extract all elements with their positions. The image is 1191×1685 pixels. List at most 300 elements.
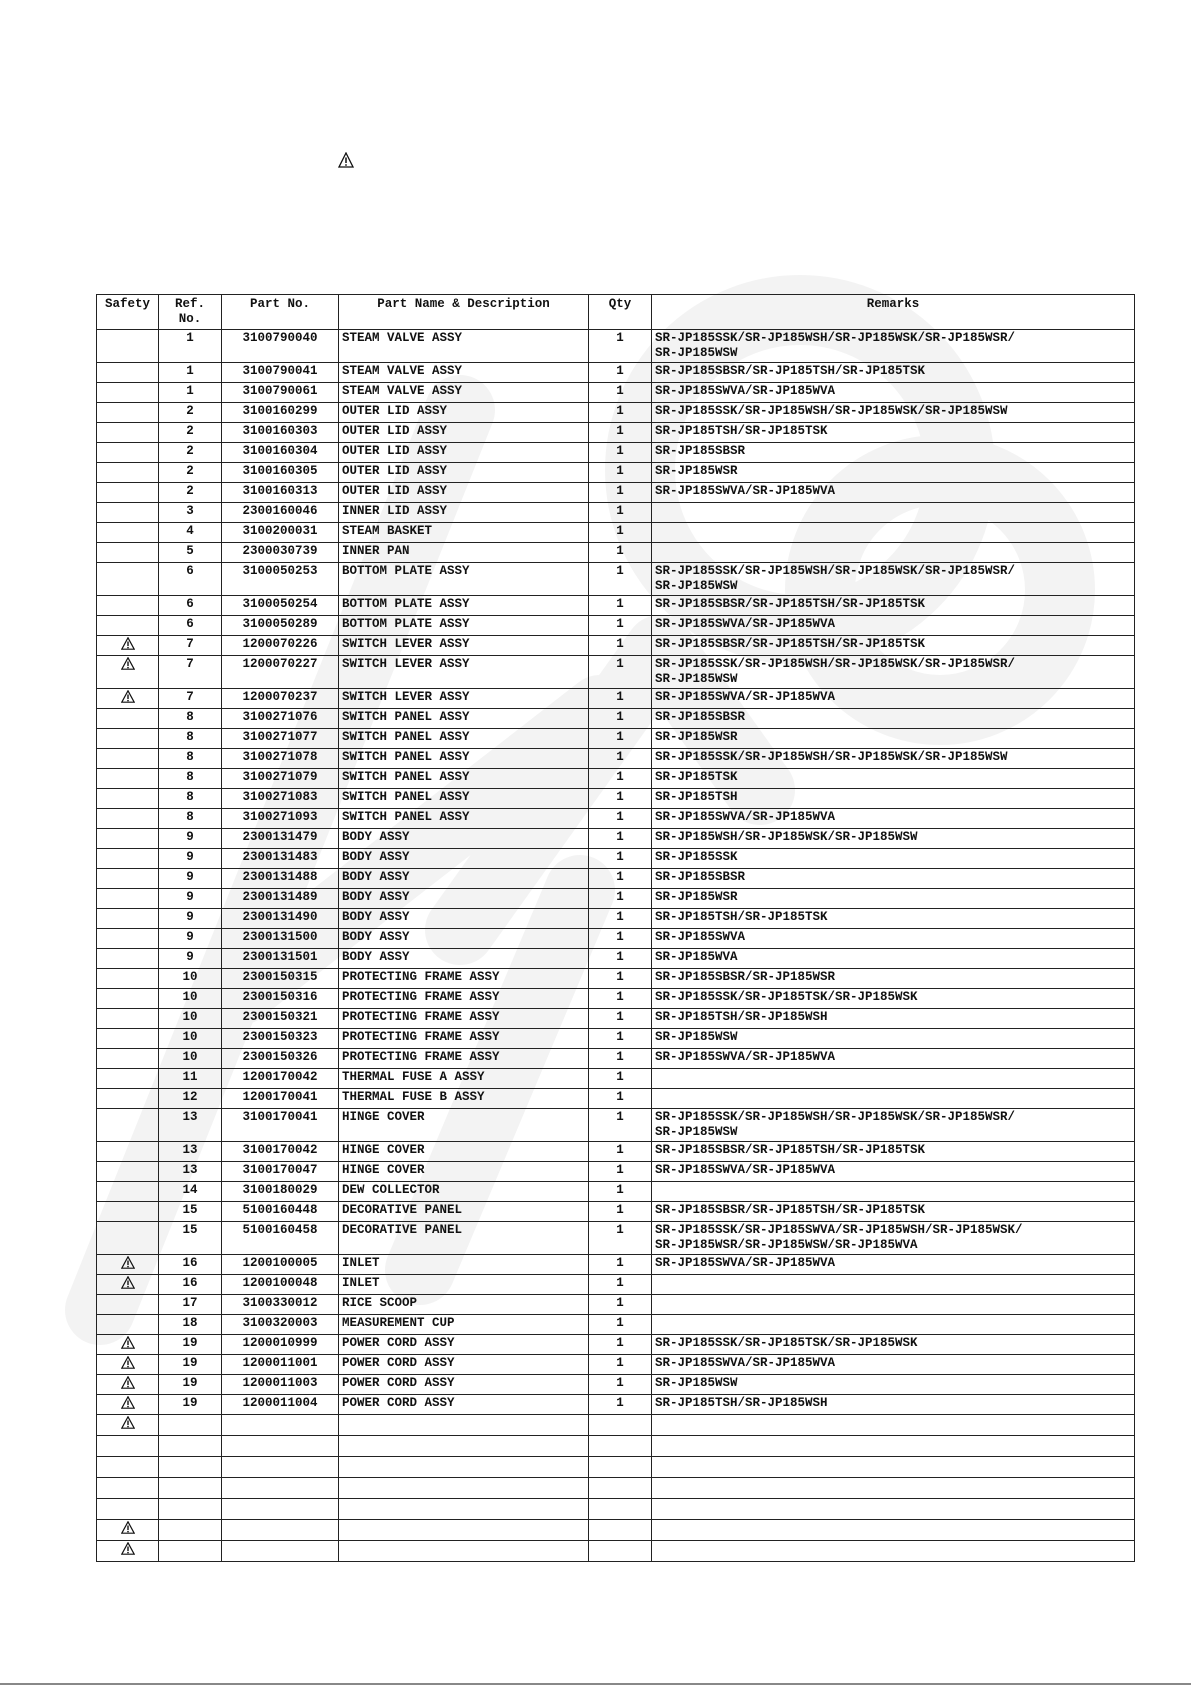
remarks-cell: SR-JP185SSK: [652, 849, 1135, 869]
qty-cell: 1: [589, 1275, 652, 1295]
table-row: [97, 363, 1135, 383]
table-row: [97, 616, 1135, 636]
ref-no-cell: 8: [159, 789, 222, 809]
qty-cell: 1: [589, 1335, 652, 1355]
table-row: [97, 729, 1135, 749]
table-row: [97, 1255, 1135, 1275]
part-name-cell: PROTECTING FRAME ASSY: [339, 1029, 589, 1049]
safety-cell: [97, 949, 159, 969]
remarks-cell: [652, 503, 1135, 523]
remarks-cell: SR-JP185SBSR: [652, 869, 1135, 889]
part-no-cell: 3100180029: [222, 1182, 339, 1202]
safety-cell: [97, 636, 159, 656]
table-row: [97, 383, 1135, 403]
remarks-cell: SR-JP185TSH/SR-JP185WSH: [652, 1395, 1135, 1415]
remarks-cell: SR-JP185TSH/SR-JP185WSH: [652, 1009, 1135, 1029]
part-name-cell: BOTTOM PLATE ASSY: [339, 596, 589, 616]
header-part-name: Part Name & Description: [339, 295, 589, 330]
ref-no-cell: 10: [159, 969, 222, 989]
warning-triangle-icon: [121, 1256, 135, 1269]
table-row: [97, 1069, 1135, 1089]
remarks-cell: [652, 1478, 1135, 1499]
part-name-cell: STEAM VALVE ASSY: [339, 363, 589, 383]
part-name-cell: [339, 1436, 589, 1457]
table-row: [97, 1222, 1135, 1255]
remarks-cell: SR-JP185SWVA/SR-JP185WVA: [652, 1049, 1135, 1069]
part-no-cell: 3100160305: [222, 463, 339, 483]
ref-no-cell: 2: [159, 483, 222, 503]
part-name-cell: SWITCH PANEL ASSY: [339, 729, 589, 749]
table-row: [97, 330, 1135, 363]
remarks-cell: SR-JP185SSK/SR-JP185WSH/SR-JP185WSK/SR-JP185WSW: [652, 403, 1135, 423]
part-no-cell: 2300150316: [222, 989, 339, 1009]
table-row: [97, 849, 1135, 869]
table-row: [97, 1478, 1135, 1499]
ref-no-cell: 2: [159, 403, 222, 423]
qty-cell: 1: [589, 809, 652, 829]
ref-no-cell: 2: [159, 463, 222, 483]
header-part-no: Part No.: [222, 295, 339, 330]
table-row: [97, 1520, 1135, 1541]
table-row: [97, 1375, 1135, 1395]
safety-cell: [97, 483, 159, 503]
part-name-cell: HINGE COVER: [339, 1142, 589, 1162]
table-row: [97, 809, 1135, 829]
part-no-cell: 2300160046: [222, 503, 339, 523]
safety-cell: [97, 729, 159, 749]
ref-no-cell: [159, 1499, 222, 1520]
remarks-cell: SR-JP185SWVA/SR-JP185WVA: [652, 616, 1135, 636]
warning-triangle-icon: [338, 152, 354, 168]
safety-cell: [97, 909, 159, 929]
part-no-cell: [222, 1415, 339, 1436]
parts-table-header: [97, 295, 1135, 330]
ref-no-cell: 9: [159, 889, 222, 909]
remarks-cell: [652, 523, 1135, 543]
table-row: [97, 829, 1135, 849]
part-no-cell: 3100160313: [222, 483, 339, 503]
qty-cell: 1: [589, 363, 652, 383]
part-no-cell: 3100271079: [222, 769, 339, 789]
ref-no-cell: 1: [159, 363, 222, 383]
table-row: [97, 1109, 1135, 1142]
ref-no-cell: 18: [159, 1315, 222, 1335]
qty-cell: 1: [589, 1395, 652, 1415]
qty-cell: 1: [589, 889, 652, 909]
part-name-cell: OUTER LID ASSY: [339, 483, 589, 503]
header-remarks: Remarks: [652, 295, 1135, 330]
part-name-cell: [339, 1520, 589, 1541]
part-name-cell: BODY ASSY: [339, 909, 589, 929]
ref-no-cell: 17: [159, 1295, 222, 1315]
part-no-cell: 3100271093: [222, 809, 339, 829]
remarks-cell: [652, 1182, 1135, 1202]
safety-cell: [97, 523, 159, 543]
ref-no-cell: 6: [159, 563, 222, 596]
part-name-cell: THERMAL FUSE A ASSY: [339, 1069, 589, 1089]
part-no-cell: 5100160448: [222, 1202, 339, 1222]
part-no-cell: 1200011003: [222, 1375, 339, 1395]
table-row: [97, 503, 1135, 523]
qty-cell: 1: [589, 1222, 652, 1255]
part-no-cell: 2300131501: [222, 949, 339, 969]
remarks-cell: SR-JP185SBSR/SR-JP185TSH/SR-JP185TSK: [652, 363, 1135, 383]
part-no-cell: 2300150321: [222, 1009, 339, 1029]
remarks-cell: SR-JP185WSH/SR-JP185WSK/SR-JP185WSW: [652, 829, 1135, 849]
qty-cell: 1: [589, 949, 652, 969]
ref-no-cell: 19: [159, 1335, 222, 1355]
part-name-cell: BODY ASSY: [339, 929, 589, 949]
table-row: [97, 523, 1135, 543]
part-no-cell: 1200100005: [222, 1255, 339, 1275]
remarks-cell: SR-JP185WVA: [652, 949, 1135, 969]
table-row: [97, 1395, 1135, 1415]
table-row: [97, 909, 1135, 929]
parts-table-body: [97, 330, 1135, 1562]
part-no-cell: 1200170041: [222, 1089, 339, 1109]
ref-no-cell: 8: [159, 769, 222, 789]
safety-cell: [97, 1162, 159, 1182]
part-no-cell: 3100050289: [222, 616, 339, 636]
safety-cell: [97, 1415, 159, 1436]
remarks-cell: SR-JP185TSH: [652, 789, 1135, 809]
qty-cell: 1: [589, 1109, 652, 1142]
qty-cell: 1: [589, 636, 652, 656]
part-name-cell: HINGE COVER: [339, 1162, 589, 1182]
remarks-cell: SR-JP185WSW: [652, 1029, 1135, 1049]
part-no-cell: 5100160458: [222, 1222, 339, 1255]
table-row: [97, 769, 1135, 789]
remarks-cell: SR-JP185TSH/SR-JP185TSK: [652, 423, 1135, 443]
part-name-cell: INLET: [339, 1275, 589, 1295]
remarks-cell: SR-JP185SBSR: [652, 443, 1135, 463]
warning-triangle-icon: [121, 1356, 135, 1369]
table-row: [97, 1009, 1135, 1029]
qty-cell: [589, 1499, 652, 1520]
ref-no-cell: 10: [159, 1009, 222, 1029]
safety-cell: [97, 1109, 159, 1142]
qty-cell: 1: [589, 1162, 652, 1182]
safety-cell: [97, 1355, 159, 1375]
part-name-cell: DECORATIVE PANEL: [339, 1222, 589, 1255]
part-name-cell: INLET: [339, 1255, 589, 1275]
qty-cell: 1: [589, 1009, 652, 1029]
part-name-cell: POWER CORD ASSY: [339, 1355, 589, 1375]
part-name-cell: OUTER LID ASSY: [339, 463, 589, 483]
warning-triangle-icon: [121, 657, 135, 670]
warning-triangle-icon: [121, 1276, 135, 1289]
part-name-cell: PROTECTING FRAME ASSY: [339, 969, 589, 989]
safety-cell: [97, 1541, 159, 1562]
qty-cell: 1: [589, 829, 652, 849]
table-row: [97, 969, 1135, 989]
part-no-cell: 3100160304: [222, 443, 339, 463]
part-name-cell: BODY ASSY: [339, 849, 589, 869]
safety-cell: [97, 1520, 159, 1541]
safety-cell: [97, 363, 159, 383]
safety-cell: [97, 1069, 159, 1089]
safety-cell: [97, 1499, 159, 1520]
table-row: [97, 929, 1135, 949]
ref-no-cell: 9: [159, 949, 222, 969]
part-name-cell: [339, 1499, 589, 1520]
remarks-cell: SR-JP185SWVA: [652, 929, 1135, 949]
part-name-cell: RICE SCOOP: [339, 1295, 589, 1315]
part-no-cell: 2300150323: [222, 1029, 339, 1049]
part-no-cell: 2300131500: [222, 929, 339, 949]
remarks-cell: SR-JP185SSK/SR-JP185WSH/SR-JP185WSK/SR-JP185WSR/ SR-JP185WSW: [652, 1109, 1135, 1142]
remarks-cell: SR-JP185SWVA/SR-JP185WVA: [652, 1162, 1135, 1182]
qty-cell: 1: [589, 909, 652, 929]
table-row: [97, 656, 1135, 689]
qty-cell: 1: [589, 1069, 652, 1089]
qty-cell: [589, 1457, 652, 1478]
safety-cell: [97, 1478, 159, 1499]
qty-cell: 1: [589, 1142, 652, 1162]
qty-cell: [589, 1436, 652, 1457]
ref-no-cell: [159, 1436, 222, 1457]
part-name-cell: PROTECTING FRAME ASSY: [339, 989, 589, 1009]
safety-cell: [97, 769, 159, 789]
part-no-cell: 2300030739: [222, 543, 339, 563]
table-row: [97, 563, 1135, 596]
qty-cell: 1: [589, 463, 652, 483]
ref-no-cell: 8: [159, 809, 222, 829]
ref-no-cell: 16: [159, 1275, 222, 1295]
safety-cell: [97, 503, 159, 523]
qty-cell: 1: [589, 1202, 652, 1222]
safety-cell: [97, 330, 159, 363]
safety-cell: [97, 1049, 159, 1069]
safety-cell: [97, 689, 159, 709]
warning-triangle-icon: [121, 1542, 135, 1555]
ref-no-cell: 9: [159, 929, 222, 949]
table-row: [97, 789, 1135, 809]
ref-no-cell: 16: [159, 1255, 222, 1275]
safety-cell: [97, 1315, 159, 1335]
part-name-cell: BODY ASSY: [339, 829, 589, 849]
part-no-cell: 3100160303: [222, 423, 339, 443]
table-row: [97, 543, 1135, 563]
safety-cell: [97, 1335, 159, 1355]
qty-cell: 1: [589, 989, 652, 1009]
part-name-cell: PROTECTING FRAME ASSY: [339, 1049, 589, 1069]
table-row: [97, 1315, 1135, 1335]
part-name-cell: SWITCH PANEL ASSY: [339, 749, 589, 769]
table-row: [97, 1182, 1135, 1202]
part-name-cell: THERMAL FUSE B ASSY: [339, 1089, 589, 1109]
ref-no-cell: 3: [159, 503, 222, 523]
ref-no-cell: [159, 1541, 222, 1562]
ref-no-cell: 7: [159, 636, 222, 656]
remarks-cell: [652, 1295, 1135, 1315]
part-no-cell: 3100271077: [222, 729, 339, 749]
remarks-cell: SR-JP185SSK/SR-JP185WSH/SR-JP185WSK/SR-JP185WSR/ SR-JP185WSW: [652, 563, 1135, 596]
ref-no-cell: [159, 1415, 222, 1436]
table-row: [97, 1457, 1135, 1478]
table-row: [97, 1089, 1135, 1109]
ref-no-cell: 1: [159, 383, 222, 403]
remarks-cell: SR-JP185SWVA/SR-JP185WVA: [652, 809, 1135, 829]
remarks-cell: SR-JP185SWVA/SR-JP185WVA: [652, 689, 1135, 709]
part-name-cell: OUTER LID ASSY: [339, 443, 589, 463]
part-name-cell: STEAM VALVE ASSY: [339, 383, 589, 403]
table-row: [97, 1049, 1135, 1069]
part-no-cell: 1200011004: [222, 1395, 339, 1415]
remarks-cell: SR-JP185SBSR/SR-JP185TSH/SR-JP185TSK: [652, 636, 1135, 656]
remarks-cell: SR-JP185SBSR/SR-JP185TSH/SR-JP185TSK: [652, 1142, 1135, 1162]
table-row: [97, 1436, 1135, 1457]
ref-no-cell: 2: [159, 423, 222, 443]
safety-cell: [97, 1436, 159, 1457]
safety-cell: [97, 463, 159, 483]
safety-cell: [97, 1275, 159, 1295]
safety-cell: [97, 809, 159, 829]
part-no-cell: [222, 1520, 339, 1541]
safety-cell: [97, 829, 159, 849]
ref-no-cell: 14: [159, 1182, 222, 1202]
table-row: [97, 1275, 1135, 1295]
warning-triangle-icon: [121, 637, 135, 650]
safety-cell: [97, 1089, 159, 1109]
qty-cell: 1: [589, 523, 652, 543]
part-no-cell: 2300131489: [222, 889, 339, 909]
qty-cell: 1: [589, 616, 652, 636]
remarks-cell: SR-JP185SSK/SR-JP185TSK/SR-JP185WSK: [652, 1335, 1135, 1355]
qty-cell: 1: [589, 969, 652, 989]
qty-cell: 1: [589, 403, 652, 423]
part-name-cell: BODY ASSY: [339, 889, 589, 909]
remarks-cell: [652, 1415, 1135, 1436]
qty-cell: 1: [589, 423, 652, 443]
ref-no-cell: 6: [159, 616, 222, 636]
part-no-cell: 1200070226: [222, 636, 339, 656]
ref-no-cell: 12: [159, 1089, 222, 1109]
part-no-cell: 3100790061: [222, 383, 339, 403]
table-row: [97, 1202, 1135, 1222]
warning-triangle-icon: [121, 690, 135, 703]
safety-cell: [97, 1029, 159, 1049]
table-row: [97, 989, 1135, 1009]
qty-cell: 1: [589, 1255, 652, 1275]
ref-no-cell: 13: [159, 1109, 222, 1142]
qty-cell: 1: [589, 1295, 652, 1315]
safety-cell: [97, 709, 159, 729]
part-name-cell: SWITCH LEVER ASSY: [339, 636, 589, 656]
ref-no-cell: 15: [159, 1222, 222, 1255]
remarks-cell: SR-JP185SWVA/SR-JP185WVA: [652, 483, 1135, 503]
ref-no-cell: 2: [159, 443, 222, 463]
ref-no-cell: 11: [159, 1069, 222, 1089]
part-name-cell: SWITCH PANEL ASSY: [339, 769, 589, 789]
ref-no-cell: 19: [159, 1395, 222, 1415]
table-row: [97, 1355, 1135, 1375]
table-row: [97, 1162, 1135, 1182]
qty-cell: 1: [589, 656, 652, 689]
safety-cell: [97, 889, 159, 909]
safety-cell: [97, 443, 159, 463]
ref-no-cell: 10: [159, 989, 222, 1009]
ref-no-cell: 9: [159, 909, 222, 929]
table-row: [97, 1029, 1135, 1049]
table-row: [97, 403, 1135, 423]
warning-triangle-icon: [121, 1416, 135, 1429]
ref-no-cell: 6: [159, 596, 222, 616]
warning-triangle-icon: [121, 1521, 135, 1534]
qty-cell: 1: [589, 769, 652, 789]
part-no-cell: 3100330012: [222, 1295, 339, 1315]
part-no-cell: 3100271078: [222, 749, 339, 769]
part-name-cell: POWER CORD ASSY: [339, 1335, 589, 1355]
remarks-cell: SR-JP185SWVA/SR-JP185WVA: [652, 1355, 1135, 1375]
qty-cell: [589, 1415, 652, 1436]
safety-cell: [97, 989, 159, 1009]
ref-no-cell: 9: [159, 829, 222, 849]
ref-no-cell: 10: [159, 1049, 222, 1069]
part-no-cell: [222, 1499, 339, 1520]
part-no-cell: [222, 1478, 339, 1499]
part-name-cell: POWER CORD ASSY: [339, 1375, 589, 1395]
safety-cell: [97, 749, 159, 769]
safety-cell: [97, 543, 159, 563]
part-no-cell: 3100160299: [222, 403, 339, 423]
ref-no-cell: 7: [159, 689, 222, 709]
part-name-cell: SWITCH PANEL ASSY: [339, 789, 589, 809]
part-name-cell: SWITCH PANEL ASSY: [339, 709, 589, 729]
ref-no-cell: 4: [159, 523, 222, 543]
safety-cell: [97, 596, 159, 616]
remarks-cell: SR-JP185SWVA/SR-JP185WVA: [652, 1255, 1135, 1275]
qty-cell: 1: [589, 1182, 652, 1202]
table-row: [97, 1142, 1135, 1162]
remarks-cell: SR-JP185SSK/SR-JP185SWVA/SR-JP185WSH/SR-JP185WSK/ SR-JP185WSR/SR-JP185WSW/SR-JP185WVA: [652, 1222, 1135, 1255]
table-row: [97, 1295, 1135, 1315]
part-name-cell: [339, 1478, 589, 1499]
part-name-cell: INNER PAN: [339, 543, 589, 563]
remarks-cell: SR-JP185SWVA/SR-JP185WVA: [652, 383, 1135, 403]
part-name-cell: OUTER LID ASSY: [339, 423, 589, 443]
part-name-cell: BOTTOM PLATE ASSY: [339, 563, 589, 596]
ref-no-cell: 7: [159, 656, 222, 689]
safety-cell: [97, 1222, 159, 1255]
part-no-cell: 2300150315: [222, 969, 339, 989]
qty-cell: [589, 1541, 652, 1562]
remarks-cell: [652, 1089, 1135, 1109]
remarks-cell: SR-JP185SBSR/SR-JP185WSR: [652, 969, 1135, 989]
qty-cell: 1: [589, 383, 652, 403]
qty-cell: 1: [589, 849, 652, 869]
remarks-cell: SR-JP185TSH/SR-JP185TSK: [652, 909, 1135, 929]
parts-list-table: [96, 294, 1135, 1562]
ref-no-cell: [159, 1457, 222, 1478]
part-name-cell: PROTECTING FRAME ASSY: [339, 1009, 589, 1029]
table-row: [97, 463, 1135, 483]
part-name-cell: DECORATIVE PANEL: [339, 1202, 589, 1222]
safety-cell: [97, 969, 159, 989]
part-no-cell: 3100790041: [222, 363, 339, 383]
part-no-cell: 1200070227: [222, 656, 339, 689]
safety-cell: [97, 383, 159, 403]
part-no-cell: 2300131483: [222, 849, 339, 869]
ref-no-cell: 10: [159, 1029, 222, 1049]
qty-cell: 1: [589, 729, 652, 749]
safety-cell: [97, 929, 159, 949]
safety-cell: [97, 1255, 159, 1275]
safety-cell: [97, 849, 159, 869]
qty-cell: 1: [589, 1049, 652, 1069]
warning-triangle-icon: [121, 1336, 135, 1349]
remarks-cell: SR-JP185SSK/SR-JP185WSH/SR-JP185WSK/SR-JP185WSR/ SR-JP185WSW: [652, 656, 1135, 689]
